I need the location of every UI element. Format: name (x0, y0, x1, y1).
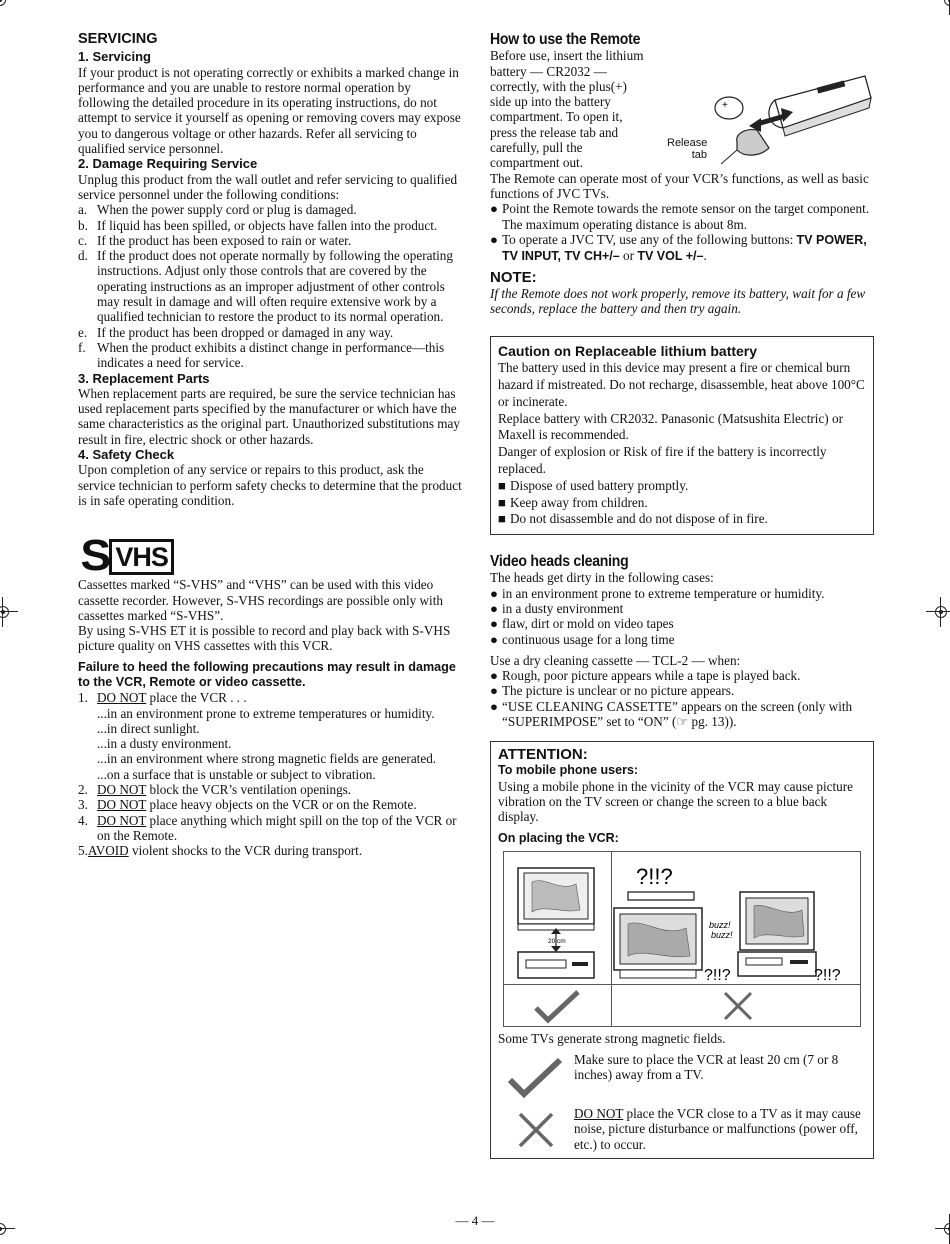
servicing-text: If your product is not operating correctly or exhibits a marked change in performance and you are unable to restore normal operation by following the detailed procedure in its operating instructions, do not attempt to service it yourself as opening or removing covers may expose you to dangerous voltage or other hazards. Refer all servicing to qualified service personnel. (78, 64, 461, 157)
buzz-text: buzz! (709, 919, 731, 930)
list-item: a. When the power supply cord or plug is damaged. (78, 202, 357, 218)
damage-heading: 2. Damage Requiring Service (78, 156, 258, 172)
list-item: b. If liquid has been spilled, or objects have fallen into the product. (78, 217, 438, 233)
damage-text: Unplug this product from the wall outlet and refer servicing to qualified service personnel under the following conditions: (78, 171, 458, 202)
caution-text-1: The battery used in this device may present a fire or chemical burn hazard if mistreated. Do not recharge, disassemble, heat above 100°C or incinerate. (498, 360, 865, 409)
list-item: ■ Do not disassemble and do not dispose of in fire. (498, 511, 768, 527)
remote-battery-text: Before use, insert the lithium battery — CR2032 — correctly, with the plus(+) side up into the battery compartment. To open it, press the release tab and carefully, pull the compartment out. (490, 48, 644, 171)
list-item: 3. DO NOT place heavy objects on the VCR or on the Remote. (78, 797, 417, 813)
registration-mark (0, 0, 15, 15)
ng-text: DO NOT place the VCR close to a TV as it may cause noise, picture disturbance or malfunctions (power off, etc.) to occur. (574, 1106, 861, 1152)
svhs-logo (80, 531, 463, 581)
registration-mark (0, 597, 18, 627)
safety-heading: 4. Safety Check (78, 447, 175, 463)
precaution-warning: Failure to heed the following precautions may result in damage to the VCR, Remote or video cassette. (78, 659, 456, 689)
list-item: f. When the product exhibits a distinct change in performance—this indicates a need for service. (78, 339, 445, 371)
right-column (490, 32, 874, 1159)
ok-row (498, 1052, 866, 1098)
attention-title: ATTENTION: (498, 746, 588, 764)
list-item: c. If the product has been exposed to rain or water. (78, 232, 352, 248)
magnetic-text: Some TVs generate strong magnetic fields. (498, 1030, 726, 1046)
attention-text: Using a mobile phone in the vicinity of the VCR may cause picture vibration on the TV screen or change the screen to a blue back display. (498, 778, 854, 825)
svhs-logo-s: S (80, 531, 110, 581)
list-item: 5.AVOID violent shocks to the VCR during transport. (78, 843, 363, 859)
caution-title: Caution on Replaceable lithium battery (498, 343, 758, 360)
question-marks: ?!!? (636, 863, 673, 889)
check-icon (498, 1052, 574, 1098)
buzz-text: buzz! (711, 929, 733, 940)
check-icon (534, 988, 580, 1024)
list-item: ...in a dusty environment. (97, 736, 232, 752)
list-item: ...on a surface that is unstable or subject to vibration. (97, 766, 376, 782)
list-item: ● continuous usage for a long time (490, 631, 675, 647)
question-marks: ?!!? (704, 966, 731, 984)
list-item: 4. DO NOT place anything which might spill on the top of the VCR or on the Remote. (78, 812, 457, 843)
list-item: ● Point the Remote towards the remote sensor on the target component. The maximum operating distance is about 8m. (490, 201, 870, 232)
place-conditions (78, 706, 463, 782)
list-item: ● in an environment prone to extreme temperature or humidity. (490, 585, 825, 601)
list-item: ● “USE CLEANING CASSETTE” appears on the screen (only with “SUPERIMPOSE” set to “ON” (☞ pg. 13)). (490, 698, 853, 730)
list-item: ■ Dispose of used battery promptly. (498, 477, 689, 493)
list-item: ■ Keep away from children. (498, 494, 648, 510)
list-item: d. If the product does not operate normally by following the operating instructions. Adjust only those controls that are covered by the operating instructions as an improper adjustment of other controls may result in damage and will often require extensive work by a qualified technician to restore the product to its normal operation. (78, 248, 453, 325)
caution-text-2: Replace battery with CR2032. Panasonic (Matsushita Electric) or Maxell is recommended. (498, 410, 843, 443)
remote-intro (490, 48, 874, 170)
svhs-text-2: By using S-VHS ET it is possible to record and play back with S-VHS picture quality on VHS cassettes with this VCR. (78, 623, 451, 654)
list-item: 2. DO NOT block the VCR’s ventilation openings. (78, 782, 352, 798)
ok-text: Make sure to place the VCR at least 20 cm (7 or 8 inches) away from a TV. (574, 1052, 839, 1083)
svhs-logo-vhs: VHS (109, 539, 174, 575)
note-title: NOTE: (490, 269, 537, 287)
caution-box (490, 336, 874, 535)
list-item: ● The picture is unclear or no picture appears. (490, 683, 735, 699)
release-tab-label: Release tab (667, 137, 708, 162)
replacement-text: When replacement parts are required, be sure the service technician has used replacement parts specified by the manufacturer or which have the same characteristics as the original part. Unauthorized substitutions may result in fire, electric shock or other hazards. (78, 385, 460, 447)
list-item: ...in an environment prone to extreme temperatures or humidity. (97, 705, 435, 721)
servicing-title: SERVICING (78, 31, 158, 47)
caution-text-3: Danger of explosion or Risk of fire if the battery is incorrectly replaced. (498, 444, 827, 476)
left-column (78, 32, 463, 859)
list-item: ● Rough, poor picture appears while a tape is played back. (490, 668, 801, 684)
placement-drawing (504, 852, 860, 984)
damage-list (78, 202, 463, 370)
question-marks: ?!!? (814, 966, 841, 984)
attention-box (490, 741, 874, 1159)
remote-battery-illustration (665, 68, 875, 178)
remote-functions-text: The Remote can operate most of your VCR’s functions, as well as basic functions of JVC TVs. (490, 170, 869, 201)
list-item: ● To operate a JVC TV, use any of the following buttons: TV POWER, TV INPUT, TV CH+/– or TV VOL +/–. (490, 231, 867, 264)
list-item: ● flaw, dirt or mold on video tapes (490, 616, 674, 632)
page-number: — 4 — (455, 1213, 495, 1228)
list-item: ...in direct sunlight. (97, 720, 200, 736)
ng-row (498, 1106, 866, 1152)
safety-text: Upon completion of any service or repairs to this product, ask the service technician to perform safety checks to determine that the product is in safe operating condition. (78, 462, 462, 508)
plus-mark: + (722, 100, 728, 112)
list-item: e. If the product has been dropped or damaged in any way. (78, 324, 394, 340)
list-item: 1. DO NOT place the VCR . . . (78, 690, 247, 706)
cross-icon (722, 990, 754, 1022)
placement-illustration (503, 851, 861, 1027)
heads-use-text: Use a dry cleaning cassette — TCL-2 — when: (490, 652, 741, 668)
attention-sub: To mobile phone users: (498, 763, 639, 778)
note-text: If the Remote does not work properly, remove its battery, wait for a few seconds, replace the battery and then try again. (490, 285, 866, 317)
distance-label: 20 cm (548, 937, 566, 945)
cross-icon (498, 1106, 574, 1152)
list-item: ...in an environment where strong magnetic fields are generated. (97, 751, 437, 767)
registration-mark (935, 0, 950, 15)
heads-title: Video heads cleaning (490, 553, 629, 571)
list-item: ● in a dusty environment (490, 601, 624, 616)
registration-mark (926, 597, 950, 627)
servicing-heading: 1. Servicing (78, 49, 151, 65)
heads-intro: The heads get dirty in the following cases: (490, 570, 714, 586)
svhs-text-1: Cassettes marked “S-VHS” and “VHS” can be used with this video cassette recorder. However, S-VHS recordings are possible only with cassettes marked “S-VHS”. (78, 577, 443, 623)
remote-title: How to use the Remote (490, 31, 641, 48)
replacement-heading: 3. Replacement Parts (78, 370, 210, 386)
placing-heading: On placing the VCR: (498, 830, 619, 845)
